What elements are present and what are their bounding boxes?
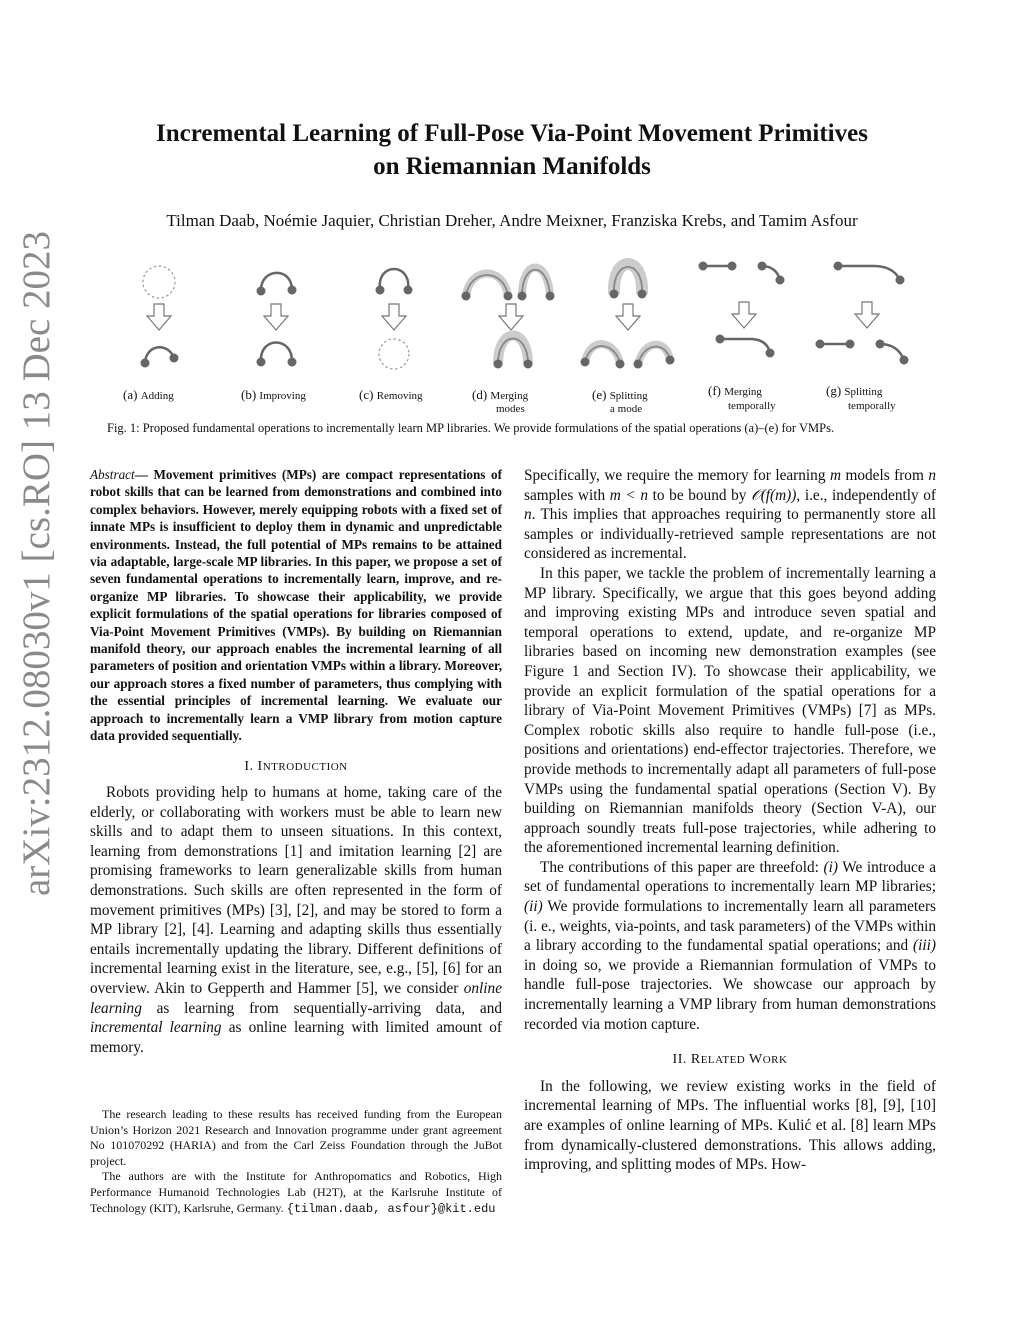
panel-c-removing: [376, 269, 413, 369]
panel-b-label: (b) Improving: [241, 387, 306, 402]
panel-f-label-line2: temporally: [728, 400, 776, 412]
left-column: [90, 466, 502, 1057]
panel-g-label-line2: temporally: [848, 400, 896, 412]
abstract-label: Abstract: [90, 467, 135, 482]
contributions-paragraph: The contributions of this paper are threefold: (i) We introduce a set of fundamental operations to incrementally learn MP libraries; (ii) We provide formulations to incrementally learn all parameters (i. e., weights, via-points, and task parameters) of the VMPs within a library according to the fundamental spatial operations; and (iii) in doing so, we provide a Riemannian formulation of VMPs to handle full-pose trajectories. We showcase our approach by incrementally learning a VMP library from human demonstrations recorded via motion capture.: [524, 858, 936, 1033]
abstract-text: — Movement primitives (MPs) are compact representations of robot skills that can be learned from demonstrations and combined into complex behaviors. However, merely equipping robots with a fixed set of innate MPs is insufficient to deploy them in dynamic and unpredictable environments. Instead, the full potential of MPs remains to be attained via adaptable, large-scale MP libraries. In this paper, we propose a set of seven fundamental operations to incrementally learn, improve, and re-organize MP libraries. To showcase their applicability, we provide explicit formulations of the spatial operations for libraries composed of Via-Point Movement Primitives (VMPs). By building on Riemannian manifold theory, our approach enables the incremental learning of all parameters of position and orientation VMPs within a library. Moreover, our approach stores a fixed number of parameters, thus complying with the essential principles of incremental learning. We evaluate our approach to incrementally learn a VMP library from motion capture data provided sequentially.: [90, 467, 502, 744]
panel-c-label: (c) Removing: [359, 387, 423, 402]
paper-title: [0, 117, 1024, 183]
approach-paragraph: In this paper, we tackle the problem of incrementally learning a MP library. Specifically, we argue that this goes beyond adding and improving existing MPs and introduce seven spatial and temporal operations to extend, update, and re-organize MP libraries based on incoming new demonstration examples (see Figure 1 and Section IV). To showcase their applicability, we provide an explicit formulation of the spatial operations for a library of Via-Point Movement Primitives (VMPs) [7] as MPs. Complex robotic skills also require to handle full-pose (i.e., positions and orientations) end-effector trajectories. Therefore, we provide methods to incrementally adapt all parameters of full-pose VMPs using the fundamental spatial operations (Section V). By building on Riemannian manifolds theory (Section V-A), our approach soundly treats full-pose trajectories, while adhering to the aforementioned incremental learning definition.: [524, 564, 936, 857]
panel-d-label: (d) Merging: [472, 387, 529, 402]
title-line-1: Incremental Learning of Full-Pose Via-Point Movement Primitives: [156, 120, 868, 147]
panel-e-label-line2: a mode: [610, 403, 643, 415]
panel-d-label-line2: modes: [496, 403, 525, 415]
arxiv-identifier: arXiv:2312.08030v1 [cs.RO] 13 Dec 2023: [15, 230, 58, 896]
panel-g-splitting-temporally: [816, 262, 909, 365]
panel-f-merging-temporally: [699, 262, 785, 358]
right-column: [524, 466, 936, 1175]
title-line-2: on Riemannian Manifolds: [373, 153, 651, 180]
related-work-paragraph: In the following, we review existing works in the field of incremental learning of MPs. The influential works [8], [9], [10] are examples of online learning of MPs. Kulić et al. [8] learn MPs from dynamically-clustered demonstrations. This allows adding, improving, and splitting modes of MPs. How-: [524, 1077, 936, 1174]
panel-e-label: (e) Splitting: [592, 387, 648, 402]
section-heading-introduction: I. INTRODUCTION: [244, 758, 348, 774]
panel-e-splitting-mode: [581, 264, 675, 369]
footnote-affiliation: The authors are with the Institute for Anthropomatics and Robotics, High Performance Humanoid Technologies Lab (H2T), at the Karlsruhe Institute of Technology (KIT), Karlsruhe, Germany. {tilman.daab, asfour}@kit.edu: [90, 1169, 502, 1216]
figure-1: [110, 256, 910, 416]
author-emails: {tilman.daab, asfour}@kit.edu: [286, 1201, 496, 1216]
panel-d-merging-modes: [462, 268, 555, 369]
panel-f-label: (f) Merging: [708, 383, 762, 398]
panel-b-improving: [257, 273, 297, 367]
footnotes: [90, 1107, 502, 1217]
intro-paragraph: Robots providing help to humans at home, taking care of the elderly, or collaborating with workers must be able to learn new skills and to adapt them to unseen situations. In this context, learning from demonstrations [1] and imitation learning [2] are promising frameworks to learn generalizable skills from human demonstrations. Such skills are often represented in the form of movement primitives (MPs) [3], [2], and may be stored to form a MP library [2], [4]. Learning and adapting skills thus essentially entails incrementally updating the library. Different definitions of incremental learning exist in the literature, see, e.g., [5], [6] for an overview. Akin to Gepperth and Hammer [5], we consider online learning as learning from sequentially-arriving data, and incremental learning as online learning with limited amount of memory.: [90, 784, 502, 1056]
author-list: Tilman Daab, Noémie Jaquier, Christian Dreher, Andre Meixner, Franziska Krebs, and Tamim Asfour: [166, 211, 858, 230]
figure-caption: Fig. 1: Proposed fundamental operations to incrementally learn MP libraries. We provide formulations of the spatial operations (a)–(e) for VMPs.: [107, 421, 835, 435]
panel-a-adding: [141, 266, 179, 368]
memory-requirement-paragraph: Specifically, we require the memory for learning m models from n samples with m < n to be bound by 𝒪(f(m)), i.e., independently of n. This implies that approaches requiring to permanently store all samples or individually-retrieved sample representations are not considered as incremental.: [524, 467, 936, 563]
section-heading-related-work: II. RELATED WORK: [672, 1052, 788, 1068]
panel-g-label: (g) Splitting: [826, 383, 883, 398]
abstract: [90, 466, 502, 745]
panel-a-label: (a) Adding: [123, 387, 174, 402]
footnote-funding: The research leading to these results has received funding from the European Union’s Horizon 2021 Research and Innovation programme under grant agreement No 101070292 (HARIA) and from the Carl Zeiss Foundation through the JuBot project.: [90, 1107, 502, 1168]
